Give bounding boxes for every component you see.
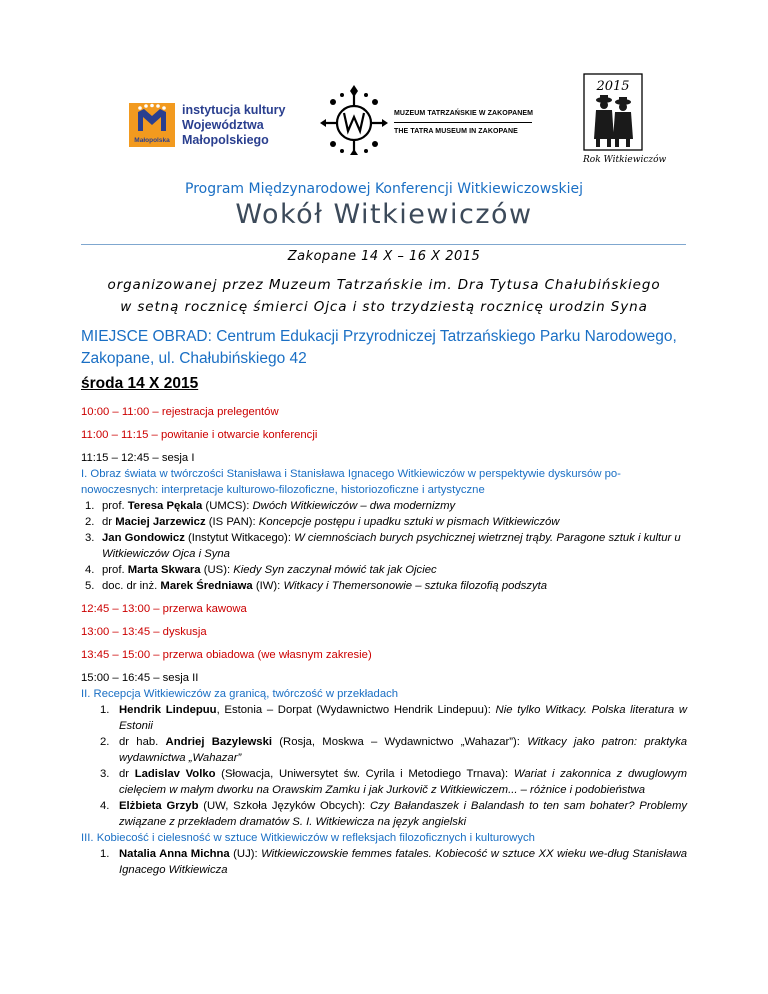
schedule-session-2: 15:00 – 16:45 – sesja II [81, 672, 199, 684]
talk-number: 3. [85, 532, 95, 544]
talk-item [81, 846, 687, 878]
malopolska-logo [129, 103, 286, 148]
talk-item [81, 734, 687, 766]
speaker-affiliation: , Estonia – Dorpat (Wydawnictwo Hendrik Lindepuu): [216, 704, 496, 716]
section-1-talks [81, 498, 687, 594]
schedule-discussion: 13:00 – 13:45 – dyskusja [81, 626, 207, 638]
tatra-museum-name-en: THE TATRA MUSEUM IN ZAKOPANE [394, 128, 518, 135]
talk-title-prefix: dr [119, 768, 135, 780]
talk-title: Wariat i zakonnica z dwuglowym cielęciem w małym dworku na Orawskim Zamku i jak Jurkovič z Witkiewiczem... – różnice i podobieństwa [119, 768, 687, 796]
schedule-lunch-break: 13:45 – 15:00 – przerwa obiadowa (we własnym zakresie) [81, 649, 372, 661]
speaker-affiliation: (UW, Szkoła Języków Obcych): [198, 800, 370, 812]
title-divider [81, 244, 686, 245]
talk-item [81, 766, 687, 798]
organizer-line: organizowanej przez Muzeum Tatrzańskie im. Dra Tytusa Chałubińskiego [107, 277, 661, 293]
talk-title: Dwóch Witkiewiczów – dwa modernizmy [252, 500, 456, 512]
speaker-name: Andriej Bazylewski [165, 736, 273, 748]
speaker-affiliation: (US): [200, 564, 234, 576]
speaker-affiliation: (UJ): [229, 848, 262, 860]
conference-dates: Zakopane 14 X – 16 X 2015 [287, 249, 481, 264]
speaker-affiliation: (IW): [252, 580, 284, 592]
talk-title-prefix: dr [102, 516, 116, 528]
speaker-affiliation: (UMCS): [202, 500, 253, 512]
malopolska-emblem-icon [129, 103, 175, 147]
venue-line: Zakopane, ul. Chałubińskiego 42 [81, 350, 307, 367]
malopolska-badge-text: Małopolska [134, 137, 170, 144]
witkiewicz-signature: Rok Witkiewiczów [583, 155, 667, 165]
malopolska-text [182, 103, 286, 148]
speaker-affiliation: (Instytut Witkacego): [184, 532, 295, 544]
malopolska-line: Województwa [182, 118, 264, 132]
talk-title: Witkacy jako patron: praktyka wydawnictwa „Wahazar” [119, 736, 688, 764]
talk-item [81, 530, 687, 562]
tatra-museum-name-pl: MUZEUM TATRZAŃSKIE W ZAKOPANEM [394, 110, 534, 117]
schedule-registration: 10:00 – 11:00 – rejestracja prelegentów [81, 406, 279, 418]
tatra-museum-emblem-icon [318, 83, 390, 162]
talk-item [81, 562, 687, 578]
speaker-name: Marta Skwara [127, 564, 201, 576]
main-title: Wokół Witkiewiczów [235, 199, 533, 230]
section-1-title: I. Obraz świata w twórczości Stanisława i Stanisława Ignacego Witkiewiczów w perspektywie dyskursów po-nowoczesnych: interpretacje kulturowo-filozoficzne, historiozoficzne i artystyczne [81, 468, 621, 496]
talk-number: 1. [100, 848, 110, 860]
venue-line: MIEJSCE OBRAD: Centrum Edukacji Przyrodniczej Tatrzańskiego Parku Narodowego, [81, 328, 677, 345]
talk-item [81, 578, 687, 594]
talk-title: Czy Bałandaszek i Balandash to ten sam bohater? Problemy związane z przekładem dramatów S. I. Witkiewicza na język angielski [119, 800, 688, 828]
malopolska-line: Małopolskiego [182, 133, 269, 147]
talk-title-prefix: doc. dr inż. [102, 580, 161, 592]
talk-number: 4. [85, 564, 95, 576]
speaker-name: Natalia Anna Michna [119, 848, 230, 860]
malopolska-line: instytucja kultury [182, 103, 286, 117]
talk-title: Witkiewiczowskie femmes fatales. Kobiecość w sztuce XX wieku we-dług Stanisława Ignacego Witkiewicza [119, 848, 688, 876]
logo-bar [0, 0, 768, 175]
talk-title-prefix: dr hab. [119, 736, 166, 748]
talk-item [81, 702, 687, 734]
talk-number: 1. [100, 704, 110, 716]
tatra-museum-text [394, 110, 533, 135]
talk-number: 3. [100, 768, 110, 780]
speaker-name: Ladislav Volko [134, 768, 216, 780]
section-3-title: III. Kobiecość i cielesność w sztuce Witkiewiczów w refleksjach filozoficznych i kulturowych [81, 832, 535, 844]
talk-number: 2. [100, 736, 110, 748]
talk-item [81, 798, 687, 830]
speaker-affiliation: (IS PAN): [205, 516, 259, 528]
talk-title: Koncepcje postępu i upadku sztuki w pismach Witkiewiczów [258, 516, 560, 528]
speaker-affiliation: (Słowacja, Uniwersytet św. Cyrila i Metodiego Trnava): [215, 768, 514, 780]
program-title: Program Międzynarodowej Konferencji Witkiewiczowskiej [185, 181, 583, 197]
venue [81, 326, 701, 370]
schedule-coffee-break: 12:45 – 13:00 – przerwa kawowa [81, 603, 247, 615]
speaker-affiliation: (Rosja, Moskwa – Wydawnictwo „Wahazar”): [272, 736, 528, 748]
organizer-line: w setną rocznicę śmierci Ojca i sto trzydziestą rocznicę urodzin Syna [120, 299, 648, 315]
speaker-name: Teresa Pękala [127, 500, 203, 512]
talk-number: 1. [85, 500, 95, 512]
talk-number: 4. [100, 800, 110, 812]
speaker-name: Maciej Jarzewicz [115, 516, 206, 528]
talk-title: Witkacy i Themersonowie – sztuka filozofią podszyta [283, 580, 548, 592]
section-2-title: II. Recepcja Witkiewiczów za granicą, twórczość w przekładach [81, 688, 399, 700]
talk-number: 2. [85, 516, 95, 528]
section-3-talks [81, 846, 687, 878]
witkiewicz-year-logo [583, 73, 667, 167]
organizer-text [0, 274, 768, 318]
day-heading: środa 14 X 2015 [81, 375, 199, 392]
speaker-name: Jan Gondowicz [102, 532, 185, 544]
section-2-talks [81, 702, 687, 830]
speaker-name: Hendrik Lindepuu [119, 704, 217, 716]
witkiewicz-year: 2015 [596, 79, 630, 94]
talk-title-prefix: prof. [102, 564, 128, 576]
schedule-opening: 11:00 – 11:15 – powitanie i otwarcie konferencji [81, 429, 318, 441]
schedule-session-1: 11:15 – 12:45 – sesja I [81, 452, 195, 464]
talk-number: 5. [85, 580, 95, 592]
talk-title: Kiedy Syn zaczynał mówić tak jak Ojciec [233, 564, 437, 576]
speaker-name: Elżbieta Grzyb [119, 800, 199, 812]
speaker-name: Marek Średniawa [160, 580, 253, 592]
talk-item [81, 498, 687, 514]
talk-title-prefix: prof. [102, 500, 128, 512]
program [81, 404, 687, 878]
tatra-divider [394, 122, 532, 123]
talk-item [81, 514, 687, 530]
talk-title: Nie tylko Witkacy. Polska literatura w Estonii [119, 704, 687, 732]
talk-title: W ciemnościach burych psychicznej wietrznej trąby. Paragone sztuk i kultur u Witkiewiczów Ojca i Syna [102, 532, 681, 560]
